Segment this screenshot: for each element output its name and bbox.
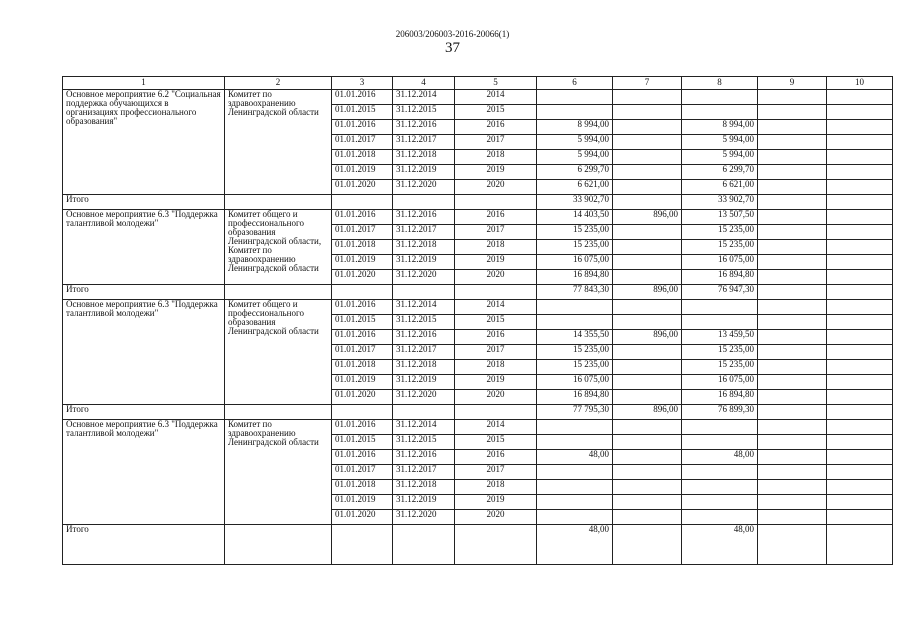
federal-funding-cell: [613, 345, 682, 360]
start-date-cell: 01.01.2018: [332, 360, 393, 375]
year-cell: 2020: [455, 270, 537, 285]
start-date-cell: 01.01.2016: [332, 210, 393, 225]
col10-cell: [827, 510, 893, 525]
year-cell: 2016: [455, 330, 537, 345]
total-funding-cell: 15 235,00: [537, 225, 613, 240]
start-date-cell: 01.01.2016: [332, 120, 393, 135]
total-funding-cell: [537, 435, 613, 450]
total-sum-cell: 77 843,30: [537, 285, 613, 300]
column-header: 10: [827, 77, 893, 90]
page-number: 37: [445, 40, 460, 56]
year-cell: 2016: [455, 450, 537, 465]
regional-funding-cell: [682, 435, 758, 450]
empty-cell: [827, 285, 893, 300]
total-row: [63, 285, 893, 300]
empty-cell: [332, 525, 393, 565]
end-date-cell: 31.12.2020: [393, 270, 455, 285]
total-row: [63, 405, 893, 420]
empty-cell: [393, 405, 455, 420]
start-date-cell: 01.01.2019: [332, 165, 393, 180]
total-funding-cell: 16 075,00: [537, 255, 613, 270]
empty-cell: [225, 405, 332, 420]
col10-cell: [827, 480, 893, 495]
year-cell: 2018: [455, 360, 537, 375]
start-date-cell: 01.01.2020: [332, 180, 393, 195]
regional-funding-cell: 16 075,00: [682, 375, 758, 390]
empty-cell: [758, 405, 827, 420]
col10-cell: [827, 90, 893, 105]
col9-cell: [758, 225, 827, 240]
total-regional-cell: 33 902,70: [682, 195, 758, 210]
col10-cell: [827, 255, 893, 270]
federal-funding-cell: [613, 135, 682, 150]
regional-funding-cell: 6 299,70: [682, 165, 758, 180]
federal-funding-cell: [613, 270, 682, 285]
end-date-cell: 31.12.2018: [393, 240, 455, 255]
col10-cell: [827, 330, 893, 345]
total-funding-cell: [537, 90, 613, 105]
federal-funding-cell: [613, 90, 682, 105]
col9-cell: [758, 210, 827, 225]
col9-cell: [758, 465, 827, 480]
federal-funding-cell: 896,00: [613, 210, 682, 225]
year-cell: 2015: [455, 315, 537, 330]
total-funding-cell: 48,00: [537, 450, 613, 465]
empty-cell: [332, 405, 393, 420]
empty-cell: [393, 285, 455, 300]
empty-cell: [758, 195, 827, 210]
start-date-cell: 01.01.2015: [332, 435, 393, 450]
federal-funding-cell: [613, 510, 682, 525]
empty-cell: [225, 195, 332, 210]
total-federal-cell: [613, 195, 682, 210]
start-date-cell: 01.01.2017: [332, 135, 393, 150]
col9-cell: [758, 105, 827, 120]
col9-cell: [758, 345, 827, 360]
col10-cell: [827, 495, 893, 510]
regional-funding-cell: 5 994,00: [682, 135, 758, 150]
total-federal-cell: 896,00: [613, 405, 682, 420]
end-date-cell: 31.12.2014: [393, 90, 455, 105]
total-funding-cell: 15 235,00: [537, 240, 613, 255]
empty-cell: [393, 195, 455, 210]
year-cell: 2018: [455, 150, 537, 165]
total-funding-cell: 16 894,80: [537, 390, 613, 405]
start-date-cell: 01.01.2016: [332, 330, 393, 345]
total-funding-cell: [537, 480, 613, 495]
regional-funding-cell: [682, 465, 758, 480]
empty-cell: [827, 525, 893, 565]
col9-cell: [758, 240, 827, 255]
total-label: Итого: [63, 525, 225, 565]
year-cell: 2019: [455, 255, 537, 270]
regional-funding-cell: [682, 315, 758, 330]
total-funding-cell: 16 894,80: [537, 270, 613, 285]
federal-funding-cell: [613, 165, 682, 180]
column-header: 8: [682, 77, 758, 90]
column-header: 9: [758, 77, 827, 90]
col10-cell: [827, 180, 893, 195]
table-row: [63, 210, 893, 225]
year-cell: 2020: [455, 390, 537, 405]
col9-cell: [758, 165, 827, 180]
total-row: [63, 525, 893, 565]
empty-cell: [827, 195, 893, 210]
executor-cell: Комитет по здравоохранению Ленинградской области: [225, 420, 332, 525]
total-funding-cell: [537, 510, 613, 525]
empty-cell: [455, 285, 537, 300]
col10-cell: [827, 435, 893, 450]
year-cell: 2017: [455, 135, 537, 150]
regional-funding-cell: 15 235,00: [682, 240, 758, 255]
federal-funding-cell: [613, 315, 682, 330]
total-label: Итого: [63, 195, 225, 210]
col10-cell: [827, 465, 893, 480]
year-cell: 2016: [455, 210, 537, 225]
empty-cell: [758, 525, 827, 565]
empty-cell: [332, 195, 393, 210]
start-date-cell: 01.01.2020: [332, 510, 393, 525]
col9-cell: [758, 480, 827, 495]
federal-funding-cell: [613, 465, 682, 480]
end-date-cell: 31.12.2016: [393, 210, 455, 225]
col9-cell: [758, 300, 827, 315]
year-cell: 2017: [455, 225, 537, 240]
federal-funding-cell: 896,00: [613, 330, 682, 345]
total-sum-cell: 77 795,30: [537, 405, 613, 420]
col9-cell: [758, 90, 827, 105]
total-funding-cell: 14 403,50: [537, 210, 613, 225]
start-date-cell: 01.01.2016: [332, 450, 393, 465]
activity-name-cell: Основное мероприятие 6.3 "Поддержка талантливой молодежи": [63, 300, 225, 405]
start-date-cell: 01.01.2017: [332, 465, 393, 480]
end-date-cell: 31.12.2017: [393, 465, 455, 480]
federal-funding-cell: [613, 180, 682, 195]
regional-funding-cell: 16 894,80: [682, 390, 758, 405]
col10-cell: [827, 375, 893, 390]
year-cell: 2018: [455, 240, 537, 255]
regional-funding-cell: 6 621,00: [682, 180, 758, 195]
federal-funding-cell: [613, 255, 682, 270]
regional-funding-cell: [682, 510, 758, 525]
regional-funding-cell: 16 894,80: [682, 270, 758, 285]
end-date-cell: 31.12.2015: [393, 315, 455, 330]
start-date-cell: 01.01.2016: [332, 90, 393, 105]
col10-cell: [827, 315, 893, 330]
activity-name-cell: Основное мероприятие 6.3 "Поддержка талантливой молодежи": [63, 210, 225, 285]
column-header: 4: [393, 77, 455, 90]
program-table: [62, 76, 893, 565]
federal-funding-cell: [613, 150, 682, 165]
column-header: 7: [613, 77, 682, 90]
end-date-cell: 31.12.2020: [393, 180, 455, 195]
federal-funding-cell: [613, 450, 682, 465]
end-date-cell: 31.12.2019: [393, 375, 455, 390]
total-funding-cell: [537, 465, 613, 480]
total-regional-cell: 76 947,30: [682, 285, 758, 300]
total-regional-cell: 76 899,30: [682, 405, 758, 420]
col9-cell: [758, 450, 827, 465]
col9-cell: [758, 495, 827, 510]
end-date-cell: 31.12.2017: [393, 225, 455, 240]
end-date-cell: 31.12.2015: [393, 435, 455, 450]
col9-cell: [758, 180, 827, 195]
total-sum-cell: 48,00: [537, 525, 613, 565]
column-header: 3: [332, 77, 393, 90]
total-sum-cell: 33 902,70: [537, 195, 613, 210]
total-funding-cell: 8 994,00: [537, 120, 613, 135]
executor-cell: Комитет общего и профессионального образования Ленинградской области: [225, 300, 332, 405]
col10-cell: [827, 210, 893, 225]
col9-cell: [758, 315, 827, 330]
end-date-cell: 31.12.2016: [393, 120, 455, 135]
col10-cell: [827, 135, 893, 150]
col10-cell: [827, 120, 893, 135]
total-funding-cell: 5 994,00: [537, 150, 613, 165]
regional-funding-cell: 5 994,00: [682, 150, 758, 165]
start-date-cell: 01.01.2016: [332, 420, 393, 435]
col9-cell: [758, 255, 827, 270]
activity-name-cell: Основное мероприятие 6.3 "Поддержка талантливой молодежи": [63, 420, 225, 525]
year-cell: 2020: [455, 510, 537, 525]
empty-cell: [455, 525, 537, 565]
regional-funding-cell: 8 994,00: [682, 120, 758, 135]
total-federal-cell: 896,00: [613, 285, 682, 300]
col9-cell: [758, 150, 827, 165]
end-date-cell: 31.12.2017: [393, 135, 455, 150]
start-date-cell: 01.01.2016: [332, 300, 393, 315]
column-header: 6: [537, 77, 613, 90]
regional-funding-cell: 15 235,00: [682, 360, 758, 375]
year-cell: 2014: [455, 90, 537, 105]
total-funding-cell: [537, 315, 613, 330]
empty-cell: [455, 405, 537, 420]
start-date-cell: 01.01.2018: [332, 150, 393, 165]
year-cell: 2015: [455, 105, 537, 120]
end-date-cell: 31.12.2020: [393, 510, 455, 525]
total-funding-cell: [537, 420, 613, 435]
federal-funding-cell: [613, 420, 682, 435]
total-funding-cell: 6 621,00: [537, 180, 613, 195]
table-row: [63, 90, 893, 105]
col10-cell: [827, 300, 893, 315]
empty-cell: [827, 405, 893, 420]
empty-cell: [393, 525, 455, 565]
federal-funding-cell: [613, 105, 682, 120]
end-date-cell: 31.12.2014: [393, 300, 455, 315]
col9-cell: [758, 120, 827, 135]
col9-cell: [758, 135, 827, 150]
total-funding-cell: 14 355,50: [537, 330, 613, 345]
start-date-cell: 01.01.2017: [332, 225, 393, 240]
start-date-cell: 01.01.2018: [332, 480, 393, 495]
total-funding-cell: [537, 300, 613, 315]
federal-funding-cell: [613, 480, 682, 495]
end-date-cell: 31.12.2019: [393, 165, 455, 180]
col10-cell: [827, 270, 893, 285]
total-funding-cell: 16 075,00: [537, 375, 613, 390]
col10-cell: [827, 360, 893, 375]
federal-funding-cell: [613, 390, 682, 405]
col10-cell: [827, 240, 893, 255]
start-date-cell: 01.01.2017: [332, 345, 393, 360]
total-funding-cell: 15 235,00: [537, 345, 613, 360]
total-regional-cell: 48,00: [682, 525, 758, 565]
column-header-row: [63, 77, 893, 90]
regional-funding-cell: 15 235,00: [682, 345, 758, 360]
empty-cell: [225, 285, 332, 300]
year-cell: 2019: [455, 495, 537, 510]
column-header: 1: [63, 77, 225, 90]
col10-cell: [827, 420, 893, 435]
empty-cell: [758, 285, 827, 300]
year-cell: 2014: [455, 300, 537, 315]
total-label: Итого: [63, 285, 225, 300]
total-label: Итого: [63, 405, 225, 420]
start-date-cell: 01.01.2019: [332, 495, 393, 510]
regional-funding-cell: [682, 90, 758, 105]
col10-cell: [827, 345, 893, 360]
year-cell: 2019: [455, 165, 537, 180]
total-federal-cell: [613, 525, 682, 565]
total-funding-cell: [537, 105, 613, 120]
end-date-cell: 31.12.2016: [393, 330, 455, 345]
col9-cell: [758, 510, 827, 525]
year-cell: 2017: [455, 345, 537, 360]
col10-cell: [827, 225, 893, 240]
col9-cell: [758, 390, 827, 405]
start-date-cell: 01.01.2019: [332, 255, 393, 270]
total-row: [63, 195, 893, 210]
start-date-cell: 01.01.2020: [332, 270, 393, 285]
executor-cell: Комитет общего и профессионального образования Ленинградской области, Комитет по здравоохранению Ленинградской области: [225, 210, 332, 285]
start-date-cell: 01.01.2020: [332, 390, 393, 405]
column-header: 5: [455, 77, 537, 90]
federal-funding-cell: [613, 360, 682, 375]
total-funding-cell: [537, 495, 613, 510]
end-date-cell: 31.12.2018: [393, 150, 455, 165]
col10-cell: [827, 150, 893, 165]
year-cell: 2016: [455, 120, 537, 135]
table-row: [63, 420, 893, 435]
start-date-cell: 01.01.2015: [332, 315, 393, 330]
col9-cell: [758, 270, 827, 285]
federal-funding-cell: [613, 495, 682, 510]
regional-funding-cell: [682, 105, 758, 120]
empty-cell: [455, 195, 537, 210]
end-date-cell: 31.12.2019: [393, 495, 455, 510]
start-date-cell: 01.01.2019: [332, 375, 393, 390]
end-date-cell: 31.12.2016: [393, 450, 455, 465]
end-date-cell: 31.12.2020: [393, 390, 455, 405]
activity-name-cell: Основное мероприятие 6.2 "Социальная поддержка обучающихся в организациях профессионального образования": [63, 90, 225, 195]
federal-funding-cell: [613, 300, 682, 315]
total-funding-cell: 5 994,00: [537, 135, 613, 150]
federal-funding-cell: [613, 120, 682, 135]
regional-funding-cell: 16 075,00: [682, 255, 758, 270]
col10-cell: [827, 390, 893, 405]
end-date-cell: 31.12.2019: [393, 255, 455, 270]
col9-cell: [758, 360, 827, 375]
federal-funding-cell: [613, 240, 682, 255]
regional-funding-cell: [682, 480, 758, 495]
empty-cell: [332, 285, 393, 300]
regional-funding-cell: [682, 300, 758, 315]
year-cell: 2018: [455, 480, 537, 495]
executor-cell: Комитет по здравоохранению Ленинградской области: [225, 90, 332, 195]
federal-funding-cell: [613, 435, 682, 450]
federal-funding-cell: [613, 375, 682, 390]
empty-cell: [225, 525, 332, 565]
year-cell: 2019: [455, 375, 537, 390]
end-date-cell: 31.12.2018: [393, 360, 455, 375]
total-funding-cell: 15 235,00: [537, 360, 613, 375]
column-header: 2: [225, 77, 332, 90]
col9-cell: [758, 330, 827, 345]
regional-funding-cell: 48,00: [682, 450, 758, 465]
total-funding-cell: 6 299,70: [537, 165, 613, 180]
federal-funding-cell: [613, 225, 682, 240]
end-date-cell: 31.12.2018: [393, 480, 455, 495]
start-date-cell: 01.01.2018: [332, 240, 393, 255]
year-cell: 2014: [455, 420, 537, 435]
regional-funding-cell: [682, 495, 758, 510]
regional-funding-cell: 15 235,00: [682, 225, 758, 240]
year-cell: 2017: [455, 465, 537, 480]
end-date-cell: 31.12.2017: [393, 345, 455, 360]
table-row: [63, 300, 893, 315]
regional-funding-cell: 13 459,50: [682, 330, 758, 345]
year-cell: 2015: [455, 435, 537, 450]
regional-funding-cell: 13 507,50: [682, 210, 758, 225]
col10-cell: [827, 450, 893, 465]
end-date-cell: 31.12.2014: [393, 420, 455, 435]
start-date-cell: 01.01.2015: [332, 105, 393, 120]
col10-cell: [827, 105, 893, 120]
document-code: 206003/206003-2016-20066(1): [395, 29, 510, 39]
col9-cell: [758, 435, 827, 450]
col9-cell: [758, 420, 827, 435]
year-cell: 2020: [455, 180, 537, 195]
regional-funding-cell: [682, 420, 758, 435]
col9-cell: [758, 375, 827, 390]
end-date-cell: 31.12.2015: [393, 105, 455, 120]
col10-cell: [827, 165, 893, 180]
